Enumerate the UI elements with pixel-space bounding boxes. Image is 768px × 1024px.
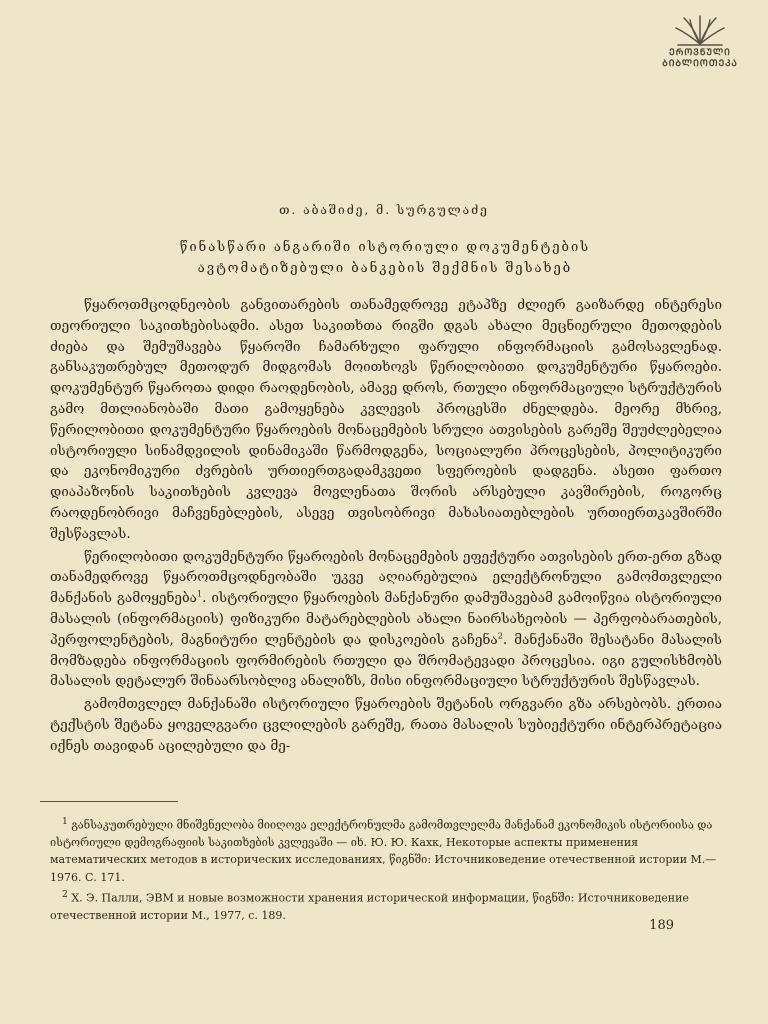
footnotes <box>50 813 720 925</box>
article-body <box>50 295 722 757</box>
stamp-line-2: ᲑᲘᲑᲚᲘᲝᲗᲔᲙᲐ <box>662 59 738 69</box>
paragraph-2-continuation: . მანქანაში შესატანი მასალის მომზადება ინფორმაციის ფორმირების რთული და შრომატევადი პროცესია. იგი გულისხმობს მასალის დეტალურ შინაარსობლივ ანალიზს, მისი ინფორმაციული სტრუქტურის შესწავლას. <box>50 631 722 690</box>
stamp-line-1: ᲔᲠᲝᲕᲜᲣᲚᲘ <box>669 48 731 58</box>
page-number: 189 <box>649 918 674 933</box>
footnote-divider <box>40 801 178 802</box>
paragraph-1 <box>50 295 722 545</box>
footnote-2-text: Х. Э. Палли, ЭВМ и новые возможности хранения исторической информации, წიგნში: Источниковедение отечественной истории М., 1977, с. 189. <box>50 891 689 923</box>
title-line-1: წინასწარი ანგარიში ისტორიული დოკუმენტების <box>179 240 591 255</box>
paragraph-2 <box>50 547 722 693</box>
footnote-mark-1: 1 <box>62 816 68 827</box>
paragraph-3 <box>50 694 722 756</box>
library-stamp <box>652 8 748 84</box>
article-authors: თ. აბაშიძე, მ. სურგულაძე <box>279 203 489 217</box>
stamp-logo-icon <box>670 8 730 48</box>
footnote-1 <box>50 813 720 886</box>
paragraph-2-text: წერილობითი დოკუმენტური წყაროების მონაცემების ეფექტური ათვისების ერთ-ერთ გზად თანამედროვე წყაროთმცოდნეობაში უკვე აღიარებულია ელექტრონული გამომთვლელი მანქანის გამოყენება <box>50 548 722 607</box>
footnote-mark-2: 2 <box>62 889 68 901</box>
footnote-ref-1: 1 <box>196 589 203 599</box>
article-title <box>60 237 710 279</box>
footnote-ref-2: 2 <box>497 631 503 641</box>
paragraph-3-text: გამომთვლელ მანქანაში ისტორიული წყაროების შეტანის ორგვარი გზა არსებობს. ერთია ტექსტის შეტანა ყოველგვარი ცვლილების გარეშე, რათა მასალის სუბიექტური ინტერპრეტაცია იქნეს თავიდან აცილებული და მე- <box>50 696 722 754</box>
paragraph-2-tail: . ისტორიული წყაროების მანქანური დამუშავებამ გამოიწვია ისტორიული მასალის (ინფორმაციის) ფიზიკური მატარებლების ახალი ნაირსახეობის — პერფობარათების, პერფოლენტების, მაგნიტური ლენტების და დისკოების გაჩენა <box>50 590 722 648</box>
footnote-1-text: განსაკუთრებული მნიშვნელობა მიიღოვა ელექტრონულმა გამომთვლელმა მანქანამ ეკონომიკის ისტორიისა და ისტორიული დემოგრაფიის საკითხების კვლევაში — იხ. Ю. Ю. Кахк, Некоторые аспекты применения математических методов в исторических исследованиях, წიგნში: Источниковедение отечественной истории М.—1976. С. 171. <box>50 818 717 884</box>
footnote-2 <box>50 886 720 924</box>
paragraph-1-text: წყაროთმცოდნეობის განვითარების თანამედროვე ეტაპზე ძლიერ გაიზარდე ინტერესი თეორიული საკითხებისადმი. ასეთ საკითხთა რიგში დგას ახალი მეცნიერული მეთოდების ძიება და შემუშავება წყაროში ჩამარხული ფარული ინფორმაციის გამოსავლენად. განსაკუთრებულ მეთოდურ მიდგომას მოითხოვს წერილობითი დოკუმენტური წყაროები. დოკუმენტურ წყაროთა დიდი რაოდენობის, ამავე დროს, რთული ინფორმაციული სტრუქტურის გამო მთლიანობაში მათი გამოყენება კვლევის პროცესში ძნელდება. მეორე მხრივ, წერილობითი დოკუმენტური წყაროების მონაცემების სრული ათვისების გარეშე შეუძლებელია ისტორიული სინამდვილის დინამიკაში წარმოდგენა, სოციალური პროცესების, პოლიტიკური და ეკონომიკური ძვრების ურთიერთგადამკვეთი სფეროების დადგენა. ასეთი ფართო დიაპაზონის საკითხების კვლევა მოვლენათა შორის არსებული კავშირების, როგორც რაოდენობრივი მაჩვენებლების, ასევე თვისობრივი მახასიათებლების ურთიერთკავშირში შესწავლას. <box>50 297 722 542</box>
title-line-2: ავტომატიზებული ბანკების შექმნის შესახებ <box>197 261 573 276</box>
